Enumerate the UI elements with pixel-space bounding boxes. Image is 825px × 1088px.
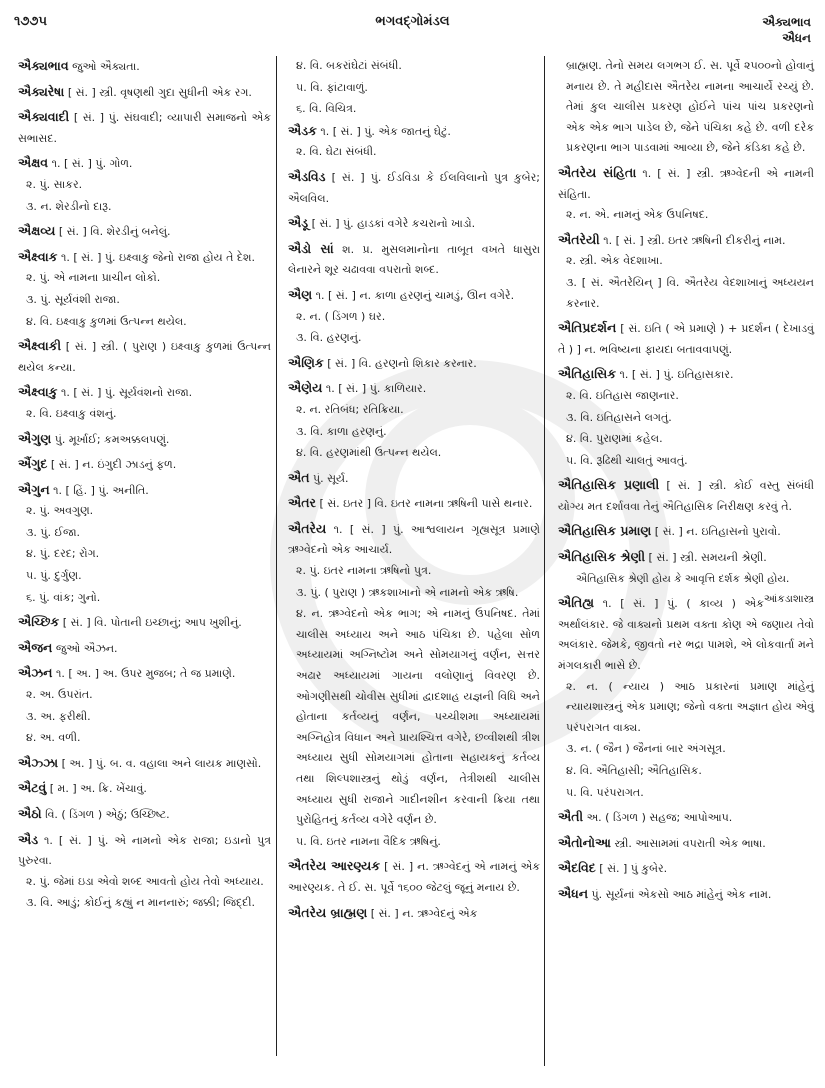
entry-sense: ૪. વિ. ઐતિહાસી; ઐતિહાસિક. (566, 764, 702, 777)
entry-main (558, 547, 814, 569)
entry-main (18, 638, 271, 660)
definition: [ સં. ] ન. ઋગ્વેદનું એક (370, 906, 478, 920)
dictionary-entry (288, 468, 540, 490)
definition: શ. પ્ર. મુસલમાનોના તાબૂત વખતે ધાસુરા લેનારને શૂર ચઢાવવા વપરાતો શબ્દ. (288, 242, 541, 277)
entry-sense: ૫. વિ. ફાંટાવાળું. (296, 80, 368, 94)
definition: [ મ. ] અ. ક્રિ. ખેંચાવું. (49, 782, 147, 796)
headword: ઐઠો (18, 806, 42, 821)
definition: ૧. [ સં. ] સ્ત્રી. ઇતર ઋષિની દીકરીનું નામ. (603, 233, 786, 247)
entry-sense: ૫. વિ. પરંપરાગત. (566, 785, 644, 799)
dictionary-entry (18, 56, 271, 78)
headword: ઐતરેયી (558, 231, 600, 247)
entry-sense: ૪. વિ. હરણમાંથી ઉત્પન્ન થયેલ. (296, 446, 442, 460)
entry-main (18, 663, 271, 685)
headword: ઐઝન (18, 665, 53, 681)
definition: [ સં. ] પું કુબેર. (599, 862, 668, 876)
definition: [ સં. ] પું. સંઘવાદી; વ્યાપારી સમાજનો એક સભાસદ. (18, 111, 271, 145)
entry-sense: ૫. પું. દુર્ગુણ. (26, 569, 82, 583)
dictionary-entry (18, 480, 271, 609)
definition: ૧. [ સં. ] પું. કાળિયાર. (325, 382, 427, 396)
entry-main (288, 213, 540, 235)
entry-main (18, 107, 271, 149)
entry-main (18, 153, 271, 175)
entry-sense: ૨. પું. જેમાં ઇડા એવો શબ્દ આવતો હોય તેવો અધ્યાય. (26, 874, 264, 888)
definition: [ સં. ] વિ. હરણનો શિકાર કરનાર. (327, 356, 477, 370)
entry-sense: ૪. વિ. બકરાંઘેટાં સંબંધી. (296, 59, 402, 72)
dictionary-entry (18, 612, 271, 634)
entry-main (558, 833, 814, 855)
entry-sense: ૩. વિ. આડું; કોઈનું કહ્યું ન માનનારું; જક્કી; જિદ્દી. (26, 896, 255, 910)
dictionary-entry (558, 318, 814, 360)
entry-main (558, 521, 814, 543)
dictionary-entry (558, 163, 814, 226)
entry-main (18, 221, 271, 243)
definition: [ સં. ઇતિ ( એ પ્રમાણે ) + પ્રદર્શન ( દેખાડવું તે ) ] ન. ભવિષ્યના ફાયદા બતાવવાપણું. (558, 322, 814, 356)
headword: ઐગુન (18, 481, 50, 497)
guide-words (762, 14, 811, 46)
entry-main (558, 475, 814, 517)
dictionary-entry (18, 82, 271, 104)
entry-sense: ૨. સ્ત્રી. એક વેદશાખા. (566, 254, 663, 268)
definition: ૧. [ સં. ] પું. એ નામનો એક રાજા; ઇડાનો પુત્ર પુરુરવા. (18, 833, 271, 868)
headword: ઐતર (288, 495, 316, 511)
dictionary-entry (288, 903, 540, 925)
definition: ૧. [ સં. ] પું. ( કાવ્ય ) એક અર્થાલંકાર. જે વાક્યનો પ્રથમ વક્તા કોણ એ જણાય તેવો અલંકાર. જેમકે, જીવતો નર ભદ્રા પામશે, એ લોકવાર્તા મને મંગલકારી ભાસે છે. (558, 597, 814, 673)
entry-sense: ૨. પું. એ નામના પ્રાચીન લોકો. (26, 271, 161, 285)
headword: ઐક્ષવ (18, 155, 49, 171)
headword: ઐણેય (288, 380, 323, 396)
entry-sense: ૩. વિ. ઇતિહાસને લગતું. (566, 410, 672, 424)
headword: ઐક્ષ્વાકુ (18, 384, 58, 400)
entry-continuation: બ્રાહ્મણ. તેનો સમય લગભગ ઈ. સ. પૂર્વે ૨૫૦૦નો હોવાનું મનાય છે. તે મહીદાસ ઐતરેય નામના આચાર્યે રચ્યું છે. તેમાં કુલ ચાલીસ પ્રકરણ હોઈને પાંચ પાંચ પ્રકરણનો એક એક ભાગ પાડેલ છે, જેને પંચિકા કહે છે. વળી દરેક પ્રકરણના ભાગ પાડવામાં આવ્યા છે, જેને કંડિકા કહે છે. (566, 59, 814, 155)
definition: [ સં. ] ન. ઇંગુદી ઝાડનું ફળ. (50, 458, 177, 472)
headword: ઐક્યરેષા (18, 83, 65, 99)
dictionary-entry (288, 856, 540, 898)
headword: ઐતરેય (288, 520, 327, 536)
entry-main (558, 163, 814, 205)
entry-sense: ૩. વિ. હરણનું. (296, 331, 362, 345)
dictionary-entry (18, 247, 271, 332)
definition: ૧. [ સં. ] સ્ત્રી. ઋગ્વેદની એ નામની સંહિતા. (558, 166, 814, 201)
headword: ઐડવિડ (288, 168, 326, 184)
definition: [ સં. ] વિ. શેરડીનું બનેલું. (58, 225, 171, 239)
usage-note-source: આંકડાશાસ્ત્ર (763, 593, 814, 606)
dictionary-entry (18, 221, 271, 243)
definition: ૧. [ હિં. ] પું. અનીતિ. (53, 483, 149, 497)
dictionary-entry (558, 230, 814, 314)
headword: ઐગુણ (18, 430, 52, 446)
dictionary-entry (558, 858, 814, 880)
definition: ૧. [ સં. ] પું. ગોળ. (51, 157, 133, 171)
definition: ૧. [ સં. ] ન. કાળા હરણનું ચામડું, ઊન વગેરે. (315, 288, 515, 302)
column-divider (544, 56, 545, 1066)
dictionary-entry (288, 378, 540, 463)
entry-sense: ૩. પું. સૂર્યવંશી રાજા. (26, 292, 120, 306)
definition: અ. ( ડિંગળ ) સહજ; આપોઆપ. (586, 811, 733, 825)
entry-main (558, 364, 814, 386)
dictionary-entry (18, 753, 271, 775)
dictionary-entry (288, 213, 540, 235)
dictionary-entry (18, 454, 271, 476)
headword: ઐક્ષ્વાકી (18, 338, 62, 354)
dictionary-entry (18, 429, 271, 451)
dictionary-entry (18, 382, 271, 424)
entry-sense: ૨. પું. ઇતર નામના ઋષિનો પુત્ર. (296, 564, 432, 578)
guide-word-last: ઐધન (782, 31, 811, 45)
definition: ૧. [ સં. ] પું. સૂર્યવંશનો રાજા. (61, 386, 193, 400)
definition: વિ. ( ડિંગળ ) એઠું; ઉચ્છિષ્ટ. (45, 808, 170, 821)
definition: [ સં. ] વિ. પોતાની ઇચ્છાનું; આપ ખુશીનું. (62, 616, 242, 630)
entry-sense: ૨. ન. એ. નામનું એક ઉપનિષદ. (566, 208, 709, 222)
headword: ઐક્ષવ્ય (18, 223, 56, 239)
definition: [ સં. ] પું. હાડકાં વગેરે કચરાનો ખાડો. (311, 217, 476, 231)
headword: ઐક્યભાવ (18, 58, 69, 73)
entry-main (18, 778, 271, 800)
dictionary-entry (288, 353, 540, 375)
headword: ઐતિપ્રદર્શન (558, 320, 617, 336)
headword: ઐતિહાસિક (558, 366, 617, 382)
definition: પું. સૂર્યનાં એકસો આઠ માંહેનું એક નામ. (591, 887, 772, 901)
dictionary-entry (558, 521, 814, 543)
definition: [ સં. ] સ્ત્રી. વૃષણથી ગુદા સુધીની એક રગ. (67, 85, 252, 99)
dictionary-entry (18, 830, 271, 914)
dictionary-entry (288, 239, 540, 281)
headword: ઐજન (18, 639, 53, 655)
definition: [ સં. ] પું. ઈડવિડા કે ઈલવિલાનો પુત્ર કુબેર; ઐલવિલ. (288, 170, 541, 205)
headword: ઐતરેય સંહિતા (558, 164, 637, 180)
definition: પું. મૂર્ખાઈ; કમઅક્કલપણું. (54, 432, 170, 446)
entry-main (18, 336, 271, 378)
entry-sense: ૪. ન. ઋગ્વેદનો એક ભાગ; એ નામનું ઉપનિષદ. તેમાં ચાલીસ અધ્યાય અને આઠ પંચિકા છે. પહેલા સોળ અધ્યાયમાં અગ્નિષ્ટોમ અને સોમયાગનું વર્ણન, સત્તર અઢાર અધ્યાયમાં ગાયના વલોણાનું વિવરણ છે. ઓગણીસથી ચોવીસ સુધીમાં દ્વાદશાહ યજ્ઞની વિધિ અને હોતાના કર્તવ્યનું વર્ણન, પચ્ચીશમા અધ્યાયમાં અગ્નિહોત્ર વિધાન અને પ્રાયશ્ચિત્ત વગેરે, છવ્વીશથી ત્રીશ અધ્યાય સુધી સોમયાગમાં હોતાના સહાયકનું કર્તવ્ય તથા શિલ્પશાસ્ત્રનું થોડું વર્ણન, તેત્રીશથી ચાલીસ અધ્યાય સુધી રાજાને ગાદીનશીન કરવાની ક્રિયા તથા પુરોહિતનું કર્તવ્ય વગેરે વર્ણન છે. (296, 607, 540, 827)
entry-main (288, 353, 540, 375)
entry-main (288, 856, 540, 898)
book-title: ભગવદ્ગોમંડલ (375, 14, 450, 29)
entry-main (558, 318, 814, 360)
entry-main (288, 167, 540, 209)
entry-main (288, 121, 540, 143)
dictionary-entry (558, 884, 814, 906)
definition: [ સં. ઇતર ] વિ. ઇતર નામના ઋષિની પાસે થનાર. (319, 497, 533, 511)
entry-sense: ૪. પું. દરદ; રોગ. (26, 547, 100, 561)
entry-sense: ૬. વિ. વિચિત્ર. (296, 102, 357, 116)
dictionary-entry (18, 663, 271, 748)
entry-sense: ૫. વિ. રૂઢિથી ચાલતું આવતું. (566, 453, 688, 467)
dictionary-entry (18, 107, 271, 149)
entry-sense: ૩. [ સં. ઐતરેયિન્ ] વિ. ઐતરેય વેદશાખાનું અધ્યયન કરનાર. (566, 275, 814, 310)
definition: જુઓ ઐઝન. (55, 641, 118, 655)
dictionary-entry (558, 593, 814, 803)
headword: ઐતોનોઆ (558, 834, 611, 850)
headword: ઐત (288, 469, 310, 485)
entry-sense: ૪. વિ. ઇક્ષ્વાકુ કુળમાં ઉત્પન્ન થયેલ. (26, 314, 187, 328)
entry-main (558, 858, 814, 880)
dictionary-entry (288, 519, 540, 853)
headword: ઐધન (558, 885, 589, 901)
entry-sense: ૨. ન. ( ડિંગળ ) ઘર. (296, 309, 386, 323)
headword: ઐડો સાં (288, 240, 334, 256)
definition: જુઓ ઐક્યતા. (72, 60, 140, 73)
headword: ઐણિક (288, 354, 324, 370)
dictionary-column-1 (18, 56, 271, 918)
guide-word-first: ઐક્યભાવ (762, 15, 811, 29)
headword: ઐતિહાસિક પ્રણાલી (558, 477, 660, 493)
headword: ઐતરેય આરણ્યક (288, 858, 381, 874)
dictionary-entry (288, 285, 540, 349)
entry-sense: ૫. વિ. ઇતર નામના વૈદિક ઋષિનું. (296, 834, 441, 848)
entry-sense: ૨. અ. ઉપરાંત. (26, 688, 93, 702)
dictionary-entry (18, 638, 271, 660)
headword: ઐદવિદ (558, 860, 596, 876)
definition: [ અ. ] પું. બ. વ. વહાલા અને લાયક માણસો. (61, 756, 262, 770)
entry-sense: ૪. અ. વળી. (26, 731, 81, 745)
dictionary-entry (288, 121, 540, 163)
entry-main (558, 884, 814, 906)
entry-sense: ૨. વિ. ઘેટા સંબંધી. (296, 145, 377, 159)
headword: ઐડક (288, 122, 317, 138)
entry-main (288, 468, 540, 490)
definition: ૧. [ સં. ] પું. એક જાતનું ઘેટું. (320, 124, 451, 138)
entry-main (18, 247, 271, 269)
dictionary-column-2 (288, 56, 540, 928)
headword: ઐતરેય બ્રાહ્મણ (288, 904, 368, 920)
definition: ૧. [ સં. ] પું. આશ્વલાયન ગૃહ્યસૂત્ર પ્રમાણે ઋગ્વેદનો એક આચાર્ય. (288, 522, 540, 557)
definition: [ સં. ] ન. ઋગ્વેદનું એ નામનું એક આરણ્યક. તે ઈ. સ. પૂર્વે ૧૬૦૦ જેટલું જૂનું મનાય છે. (288, 860, 540, 894)
definition: ૧. [ અ. ] અ. ઉપર મુજબ; તે જ પ્રમાણે. (55, 667, 236, 681)
headword: ઐચ્છિક (18, 614, 60, 630)
dictionary-entry (18, 804, 271, 826)
entry-main (288, 519, 540, 561)
headword: ઐક્ષ્વાક (18, 248, 58, 264)
entry-main (288, 378, 540, 400)
dictionary-entry (558, 807, 814, 829)
definition: [ સં. ] ન. ઇતિહાસનો પુરાવો. (654, 525, 781, 539)
entry-sense: ૪. વિ. પુરાણમાં કહેલ. (566, 432, 663, 446)
entry-sense: ૨. વિ. ઇક્ષ્વાકુ વંશનું. (26, 406, 117, 420)
entry-main (288, 239, 540, 281)
dictionary-entry (558, 475, 814, 517)
dictionary-entry (558, 364, 814, 471)
definition: ૧. [ સં. ] પું. ઇક્ષ્વાકુ જેનો રાજા હોય તે દેશ. (61, 250, 256, 264)
entry-sense: ૨. ન. ( ન્યાય ) આઠ પ્રકારનાં પ્રમાણ માંહેનું ન્યાયશાસ્ત્રનું એક પ્રમાણ; જેનો વક્તા અજ્ઞાત હોય એવું પરંપરાગત વાક્ય. (566, 679, 814, 734)
dictionary-entry (18, 778, 271, 800)
headword: ઐતી (558, 809, 584, 825)
headword: ઐતિહ્ય (558, 595, 595, 611)
entry-main (288, 903, 540, 925)
column-divider (276, 56, 277, 1056)
entry-sense: ૩. ન. શેરડીનો દારૂ. (26, 199, 112, 213)
dictionary-entry (18, 336, 271, 378)
dictionary-entry (18, 153, 271, 217)
entry-main (18, 830, 271, 872)
dictionary-column-3 (558, 56, 814, 910)
entry-main (18, 56, 271, 78)
entry-sense: ૨. વિ. ઇતિહાસ જાણનાર. (566, 388, 679, 402)
definition: [ સં. ] સ્ત્રી. કોઈ વસ્તુ સંબંધી યોગ્ય મત દર્શાવવા તેનું ઐતિહાસિક નિરીક્ષણ કરવું તે. (558, 479, 814, 513)
entry-sense: ૩. પું. ઈજા. (26, 525, 81, 539)
entry-sense: ૨. પું. સાકર. (26, 177, 83, 191)
entry-main (18, 382, 271, 404)
entry-main (288, 285, 540, 307)
entry-main (18, 82, 271, 104)
entry-sense: ૩. અ. ફરીથી. (26, 709, 91, 723)
headword: ઐક્યવાદી (18, 109, 70, 125)
definition: સ્ત્રી. આસામમાં વપરાતી એક ભાષા. (614, 836, 766, 850)
headword: ઐટવું (18, 780, 47, 796)
dictionary-entry (288, 167, 540, 209)
entry-main (558, 230, 814, 252)
definition: [ સં. ] સ્ત્રી. ( પુરાણ ) ઇક્ષ્વાકુ કુળમાં ઉત્પન્ન થયેલ કન્યા. (18, 340, 271, 374)
entry-main (18, 804, 271, 826)
entry-main (558, 807, 814, 829)
entry-sense: ૩. ન. ( જૈન ) જૈનનાં બાર અંગસૂત્ર. (566, 742, 726, 756)
definition: [ સં. ] સ્ત્રી. સમયની શ્રેણી. (648, 551, 767, 565)
dictionary-entry (288, 493, 540, 515)
headword: ઐઝ્ઝા (18, 754, 59, 770)
headword: ઐતિહાસિક શ્રેણી (558, 549, 646, 565)
dictionary-entry (558, 833, 814, 855)
entry-sense: ૩. પું. ( પુરાણ ) ઋકશાખાનો એ નામનો એક ઋષિ. (296, 585, 519, 599)
entry-main (18, 753, 271, 775)
headword: ઐણ (288, 286, 313, 302)
entry-main (18, 480, 271, 502)
entry-sense: ૨. ન. રતિબંધ; રતિક્રિયા. (296, 402, 404, 416)
headword: ઐડૂ (288, 215, 309, 231)
entry-sense: ૨. પું. અવગુણ. (26, 504, 94, 518)
definition: ૧. [ સં. ] પું. ઇતિહાસકાર. (619, 368, 734, 382)
entry-main (288, 493, 540, 515)
entry-main (18, 612, 271, 634)
entry-sense: ૩. વિ. કાળા હરણનું. (296, 424, 387, 438)
entry-main (18, 454, 271, 476)
usage-note-text: ઐતિહાસિક શ્રેણી હોય કે આવૃત્તિ દર્શક શ્રેણી હોય. (576, 572, 790, 585)
page-header (14, 14, 811, 50)
headword: ઐડ (18, 831, 39, 847)
page-number: ૧૭૭૫ (14, 14, 47, 29)
headword: ઐંગુદ (18, 456, 48, 472)
entry-main (18, 429, 271, 451)
definition: પું. સૂર્ય. (312, 471, 349, 485)
headword: ઐતિહાસિક પ્રમાણ (558, 523, 652, 539)
entry-sense: ૬. પું. વાંક; ગુનો. (26, 590, 101, 604)
